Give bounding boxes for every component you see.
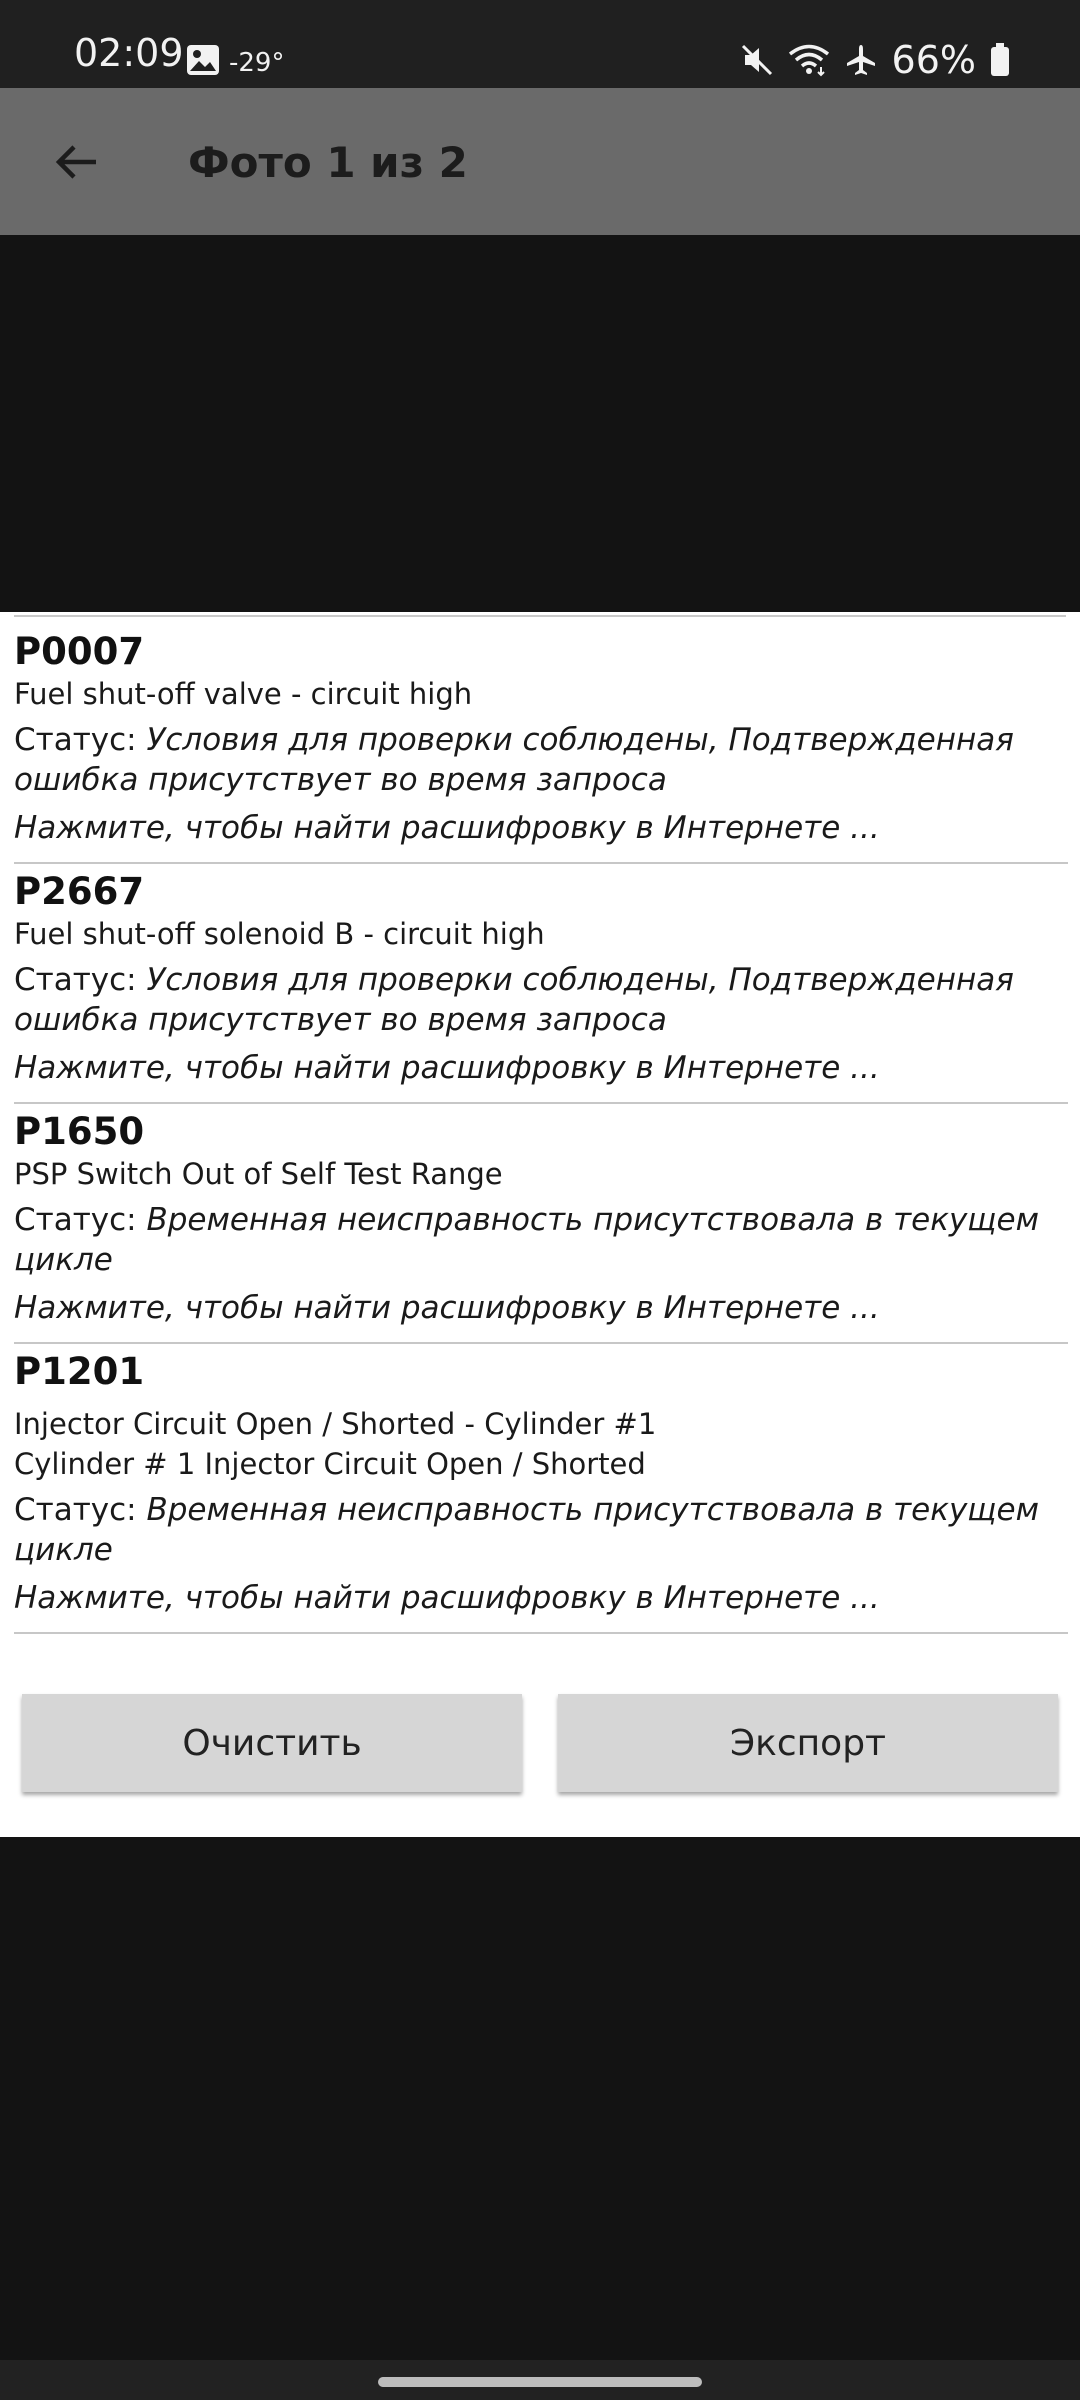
mute-icon — [740, 43, 774, 77]
dtc-status-value: Условия для проверки соблюдены, Подтвержденная ошибка присутствует во время запроса — [14, 722, 1014, 798]
dtc-description: Cylinder # 1 Injector Circuit Open / Shorted — [14, 1447, 646, 1481]
image-icon — [186, 44, 220, 76]
export-button[interactable]: Экспорт — [558, 1694, 1058, 1792]
dtc-list — [14, 624, 1068, 1634]
dtc-description: Fuel shut-off solenoid B - circuit high — [14, 917, 545, 951]
dtc-status-value: Временная неисправность присутствовала в текущем цикле — [14, 1202, 1039, 1278]
navigation-gesture-bar — [0, 2360, 1080, 2400]
airplane-icon — [844, 43, 878, 77]
dtc-code: P2667 — [14, 870, 145, 913]
clear-button[interactable]: Очистить — [22, 1694, 522, 1792]
dtc-code: P0007 — [14, 630, 145, 673]
status-bar — [0, 0, 1080, 88]
dtc-item[interactable] — [14, 864, 1068, 1104]
dtc-description: Fuel shut-off valve - circuit high — [14, 677, 473, 711]
dtc-status-label: Статус: — [14, 722, 137, 758]
back-button[interactable] — [40, 126, 112, 198]
status-temperature: -29° — [229, 48, 285, 78]
dtc-description: Injector Circuit Open / Shorted - Cylinder #1 — [14, 1407, 657, 1441]
home-gesture-handle[interactable] — [378, 2377, 702, 2387]
dtc-status-label: Статус: — [14, 1202, 137, 1238]
dtc-item[interactable] — [14, 1104, 1068, 1344]
dtc-code: P1201 — [14, 1350, 145, 1393]
divider — [14, 615, 1066, 617]
status-right-group — [740, 38, 1010, 82]
dtc-status — [14, 960, 1068, 1040]
dtc-status-value: Временная неисправность присутствовала в текущем цикле — [14, 1492, 1039, 1568]
dtc-status — [14, 1200, 1068, 1280]
page-title: Фото 1 из 2 — [188, 138, 468, 187]
dtc-search-link[interactable]: Нажмите, чтобы найти расшифровку в Интернете ... — [14, 1050, 880, 1086]
wifi-icon — [788, 43, 830, 77]
battery-icon — [990, 43, 1010, 77]
app-bar — [0, 88, 1080, 235]
dtc-search-link[interactable]: Нажмите, чтобы найти расшифровку в Интернете ... — [14, 1290, 880, 1326]
dtc-status — [14, 720, 1068, 800]
photo-content[interactable] — [0, 612, 1080, 1837]
action-buttons — [22, 1694, 1058, 1792]
status-time: 02:09 — [74, 31, 184, 75]
dtc-description: PSP Switch Out of Self Test Range — [14, 1157, 503, 1191]
dtc-search-link[interactable]: Нажмите, чтобы найти расшифровку в Интернете ... — [14, 810, 880, 846]
dtc-status-label: Статус: — [14, 1492, 137, 1528]
dtc-item[interactable] — [14, 624, 1068, 864]
dtc-status-label: Статус: — [14, 962, 137, 998]
dtc-item[interactable] — [14, 1344, 1068, 1634]
battery-percentage: 66% — [891, 38, 976, 82]
dtc-search-link[interactable]: Нажмите, чтобы найти расшифровку в Интернете ... — [14, 1580, 880, 1616]
dtc-code: P1650 — [14, 1110, 145, 1153]
dtc-status-value: Условия для проверки соблюдены, Подтвержденная ошибка присутствует во время запроса — [14, 962, 1014, 1038]
arrow-back-icon — [52, 138, 100, 186]
dtc-status — [14, 1490, 1068, 1570]
